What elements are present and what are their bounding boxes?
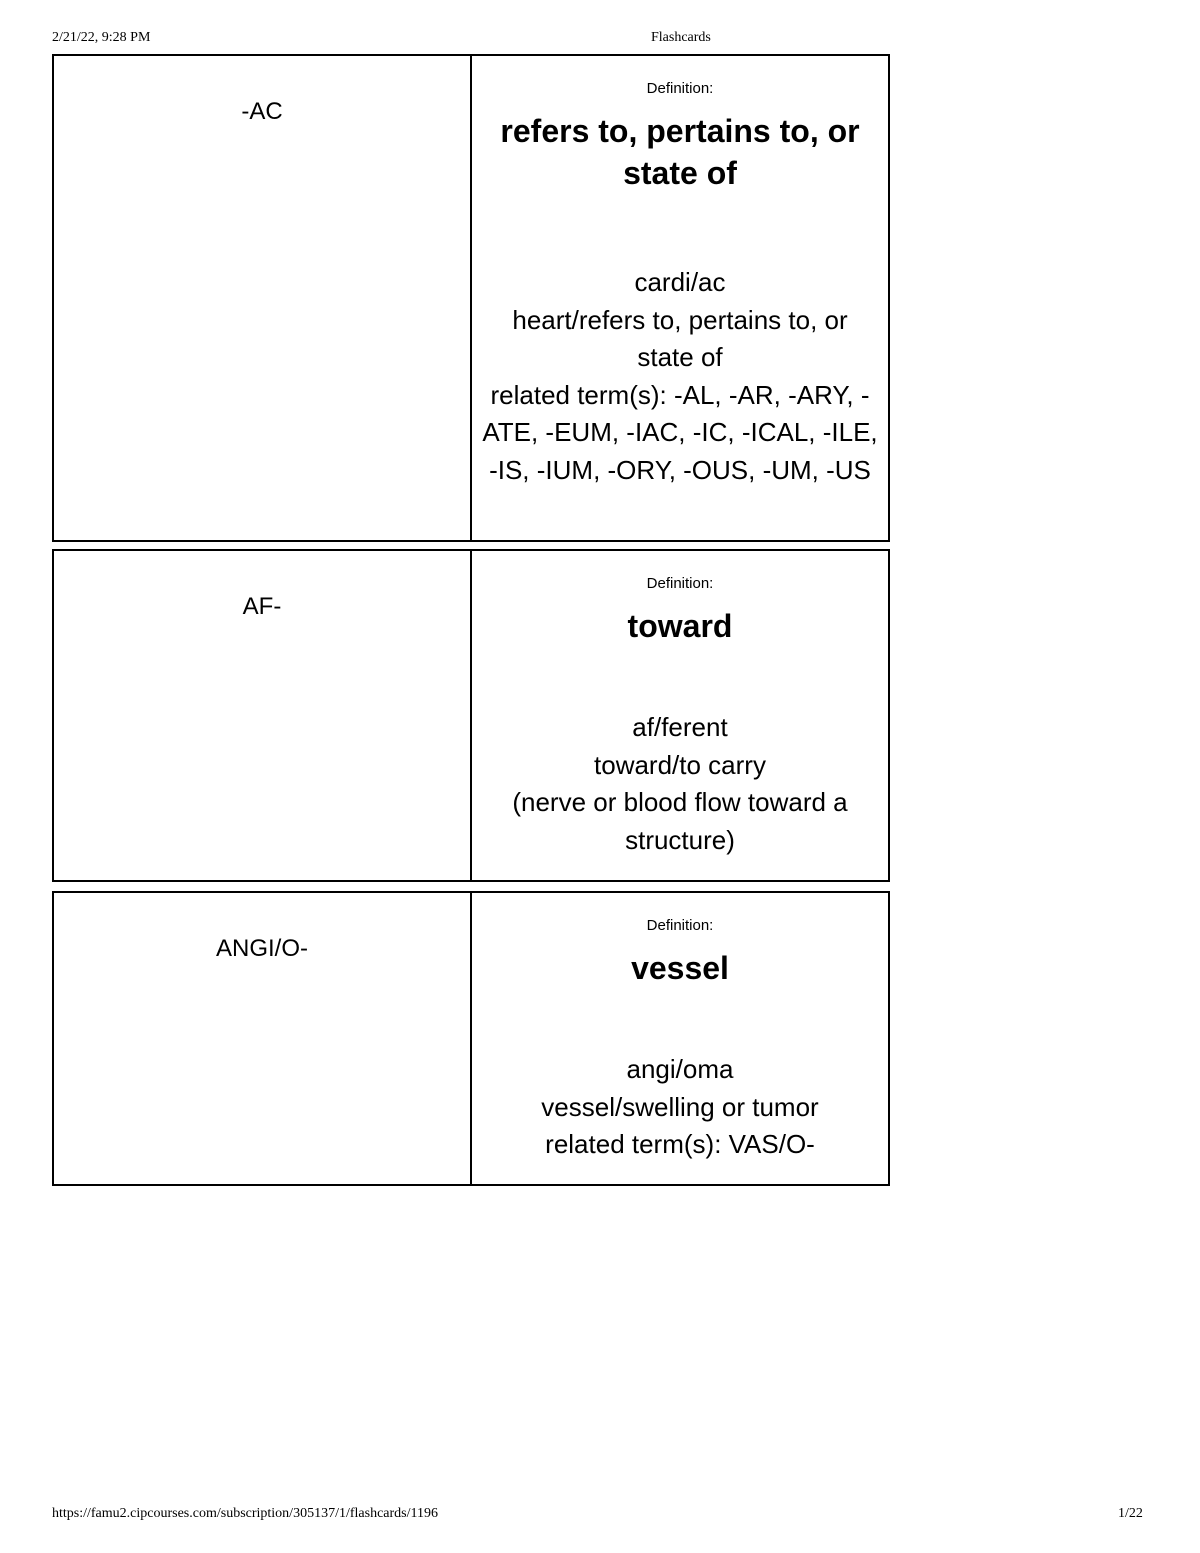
example-meaning: toward/to carry bbox=[594, 749, 766, 780]
card-definition-side bbox=[472, 551, 888, 880]
definition-label: Definition: bbox=[646, 917, 714, 934]
example-block bbox=[482, 1051, 878, 1164]
flashcard bbox=[52, 891, 890, 1186]
page-url: https://famu2.cipcourses.com/subscription/305137/1/flashcards/1196 bbox=[52, 1506, 438, 1521]
card-definition-side bbox=[472, 893, 888, 1184]
print-header bbox=[0, 30, 1200, 48]
definition-text: toward bbox=[627, 608, 733, 644]
example-block bbox=[482, 264, 878, 489]
example-word: angi/oma bbox=[626, 1054, 734, 1084]
flashcard bbox=[52, 549, 890, 882]
page-number: 1/22 bbox=[1118, 1506, 1143, 1521]
example-word: af/ferent bbox=[632, 712, 728, 742]
example-meaning: heart/refers to, pertains to, or state of bbox=[512, 304, 848, 372]
print-date: 2/21/22, 9:28 PM bbox=[52, 30, 151, 45]
definition-text: vessel bbox=[631, 950, 729, 986]
example-meaning: vessel/swelling or tumor bbox=[541, 1091, 819, 1122]
card-term: AF- bbox=[54, 551, 472, 880]
card-term: -AC bbox=[54, 56, 472, 540]
flashcard bbox=[52, 54, 890, 542]
example-word: cardi/ac bbox=[634, 267, 726, 297]
related-terms: related term(s): VAS/O- bbox=[545, 1129, 815, 1159]
related-terms: related term(s): -AL, -AR, -ARY, -ATE, -EUM, -IAC, -IC, -ICAL, -ILE, -IS, -IUM, -ORY, -OUS, -UM, -US bbox=[482, 379, 878, 485]
definition-label: Definition: bbox=[646, 575, 714, 592]
example-block bbox=[482, 709, 878, 859]
definition-label: Definition: bbox=[646, 80, 714, 97]
print-footer bbox=[0, 1506, 1200, 1524]
card-term: ANGI/O- bbox=[54, 893, 472, 1184]
card-definition-side bbox=[472, 56, 888, 540]
print-title: Flashcards bbox=[651, 30, 711, 45]
definition-text: refers to, pertains to, or state of bbox=[500, 113, 860, 191]
example-note: (nerve or blood flow toward a structure) bbox=[512, 787, 848, 855]
